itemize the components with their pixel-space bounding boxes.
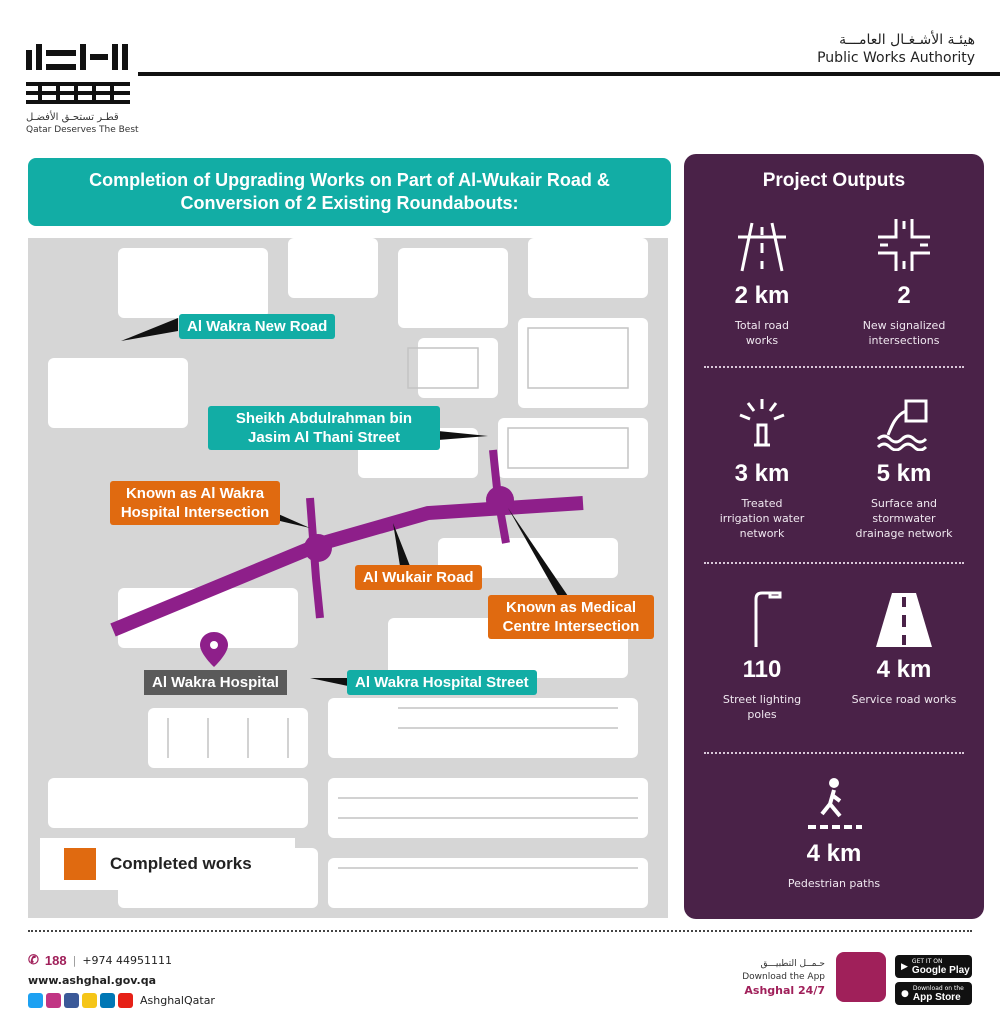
output-total-road: 2 km Total road works: [692, 216, 832, 348]
outputs-title: Project Outputs: [762, 170, 906, 191]
logo-wordmark: [26, 82, 130, 104]
title-line-1: Completion of Upgrading Works on Part of Al-Wukair Road &: [89, 170, 610, 190]
map-pin-icon: [200, 632, 228, 667]
project-outputs-panel: [684, 154, 984, 919]
output-pedestrian: 4 km Pedestrian paths: [764, 774, 904, 891]
ashghal-logo: [26, 44, 156, 135]
medical-centre-intersection-node: [486, 486, 514, 514]
authority-arabic: هيئـة الأشـغـال العامـــة: [839, 32, 975, 48]
drainage-icon: [834, 394, 974, 452]
streetlight-icon: [692, 590, 832, 648]
label-hospital-intersection: Known as Al Wakra Hospital Intersection: [110, 481, 280, 525]
label-al-wakra-hospital: Al Wakra Hospital: [144, 670, 287, 695]
label-medical-centre-intersection: Known as Medical Centre Intersection: [488, 595, 654, 639]
map-graphic: [28, 238, 668, 918]
google-play-button[interactable]: ▶ GET IT ON Google Play: [895, 955, 972, 978]
logo-arabic-mark: [26, 44, 130, 70]
output-intersections: 2 New signalized intersections: [834, 216, 974, 348]
label-al-wakra-hospital-street: Al Wakra Hospital Street: [347, 670, 537, 695]
sprinkler-icon: [692, 394, 832, 452]
phone-icon: ✆: [28, 952, 39, 967]
youtube-icon[interactable]: [118, 993, 133, 1008]
hospital-intersection-node: [304, 534, 332, 562]
logo-tagline-english: Qatar Deserves The Best: [26, 125, 139, 135]
intersection-icon: [834, 216, 974, 274]
divider: [704, 366, 964, 368]
label-sheikh-abdulrahman-street: Sheikh Abdulrahman bin Jasim Al Thani Street: [208, 406, 440, 450]
output-drainage: 5 km Surface and stormwater drainage network: [834, 394, 974, 541]
legend-swatch: [64, 848, 96, 880]
website-link[interactable]: www.ashghal.gov.qa: [28, 974, 157, 987]
output-irrigation: 3 km Treated irrigation water network: [692, 394, 832, 541]
title-banner: [28, 158, 671, 226]
snapchat-icon[interactable]: [82, 993, 97, 1008]
contact-info: ✆ 188 | +974 44951111 www.ashghal.gov.qa AshghalQatar: [28, 952, 215, 1007]
hotline-number[interactable]: 188: [44, 952, 67, 968]
road-icon: [692, 216, 832, 274]
divider: [704, 562, 964, 564]
label-al-wakra-new-road: Al Wakra New Road: [179, 314, 335, 339]
social-handle: AshghalQatar: [140, 994, 215, 1007]
logo-tagline-arabic: قطـر تستحـق الأفضـل: [26, 112, 119, 123]
authority-name: [817, 32, 975, 66]
twitter-icon[interactable]: [28, 993, 43, 1008]
facebook-icon[interactable]: [64, 993, 79, 1008]
instagram-icon[interactable]: [46, 993, 61, 1008]
legend-label: Completed works: [110, 854, 252, 873]
linkedin-icon[interactable]: [100, 993, 115, 1008]
map-legend: [40, 838, 295, 890]
service-road-icon: [834, 590, 974, 648]
ashghal-app-icon[interactable]: [836, 952, 886, 1002]
app-store-button[interactable]: ● Download on the App Store: [895, 982, 972, 1005]
footer-divider: [28, 930, 972, 932]
phone-number[interactable]: +974 44951111: [82, 953, 173, 967]
authority-english: Public Works Authority: [817, 50, 975, 66]
map-blocks: [48, 238, 648, 908]
project-map: [28, 238, 668, 918]
output-service-road: 4 km Service road works: [834, 590, 974, 707]
header-divider: [138, 72, 1000, 76]
apple-icon: ●: [901, 988, 909, 999]
title-line-2: Conversion of 2 Existing Roundabouts:: [180, 193, 519, 213]
social-links: [28, 993, 215, 1008]
pedestrian-icon: [764, 774, 904, 832]
divider: [704, 752, 964, 754]
label-al-wukair-road: Al Wukair Road: [355, 565, 482, 590]
play-icon: ▶: [901, 961, 908, 972]
output-street-lighting: 110 Street lighting poles: [692, 590, 832, 722]
download-app-text: حـمــل التطبيـــق Download the App Ashghal 24/7: [742, 959, 825, 997]
